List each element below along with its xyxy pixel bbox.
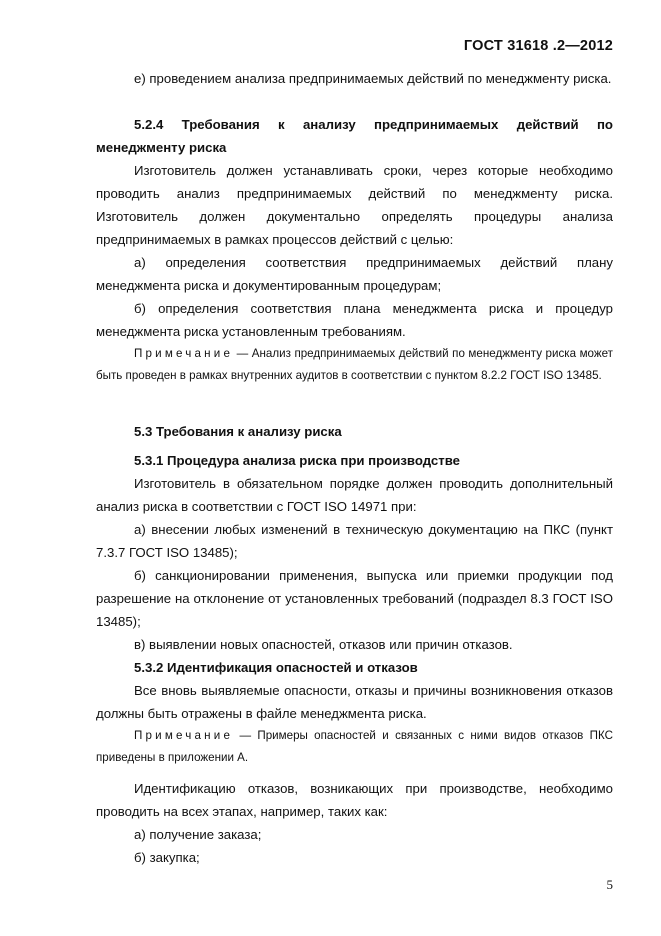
page-number: 5 [606, 877, 613, 892]
note-5-3-2 [96, 725, 613, 769]
paragraph-intro-5-3-1: Изготовитель в обязательном порядке должен проводить дополнительный анализ риска в соответствии с ГОСТ ISO 14971 при: [96, 476, 613, 514]
paragraph-e: е) проведением анализа предпринимаемых действий по менеджменту риска. [134, 71, 612, 86]
section-heading-5-3-2: 5.3.2 Идентификация опасностей и отказов [134, 660, 418, 675]
note-text-2: — Примеры опасностей и связанных с ними видов отказов ПКС приведены в приложении А. [96, 729, 613, 764]
section-heading-5-3: 5.3 Требования к анализу риска [134, 424, 342, 439]
note-text: — Анализ предпринимаемых действий по менеджменту риска может быть проведен в рамках внутренних аудитов в соответствии с пунктом 8.2.2 ГОСТ ISO 13485. [96, 347, 613, 382]
note-label: Примечание [134, 347, 234, 360]
paragraph-a-5-3-1: а) внесении любых изменений в техническую документацию на ПКС (пункт 7.3.7 ГОСТ ISO 13485); [96, 522, 613, 560]
note-5-2-4 [96, 343, 613, 387]
list-item-a: а) получение заказа; [134, 827, 262, 842]
body-block-4 [96, 449, 613, 769]
paragraph-failures-intro: Идентификацию отказов, возникающих при производстве, необходимо проводить на всех этапах, например, таких как: [96, 781, 613, 819]
body-block-2 [96, 113, 613, 387]
paragraph-b-5-2-4: б) определения соответствия плана менеджмента риска и процедур менеджмента риска установленным требованиям. [96, 301, 613, 339]
note-label-2: Примечание [134, 729, 234, 742]
paragraph-intro-5-3-2: Все вновь выявляемые опасности, отказы и причины возникновения отказов должны быть отражены в файле менеджмента риска. [96, 683, 613, 721]
paragraph-intro-5-2-4: Изготовитель должен устанавливать сроки, через которые необходимо проводить анализ предпринимаемых действий по менеджменту риска. Изготовитель должен документально определять процедуры анализа предпринимаемых в рамках процессов действий с целью: [96, 163, 613, 247]
body-block-5 [96, 777, 613, 869]
section-heading-5-3-1: 5.3.1 Процедура анализа риска при производстве [134, 453, 460, 468]
section-heading-5-2-4: 5.2.4 Требования к анализу предпринимаемых действий по менеджменту риска [96, 117, 613, 155]
paragraph-b-5-3-1: б) санкционировании применения, выпуска или приемки продукции под разрешение на отклонение от установленных требований (подраздел 8.3 ГОСТ ISO 13485); [96, 568, 613, 629]
paragraph-a-5-2-4: а) определения соответствия предпринимаемых действий плану менеджмента риска и документированным процедурам; [96, 255, 613, 293]
body-block-3 [96, 420, 613, 443]
paragraph-c-5-3-1: в) выявлении новых опасностей, отказов или причин отказов. [134, 637, 513, 652]
body-block-1 [96, 67, 613, 90]
list-item-b: б) закупка; [134, 850, 200, 865]
document-number-header: ГОСТ 31618 .2—2012 [463, 38, 613, 54]
